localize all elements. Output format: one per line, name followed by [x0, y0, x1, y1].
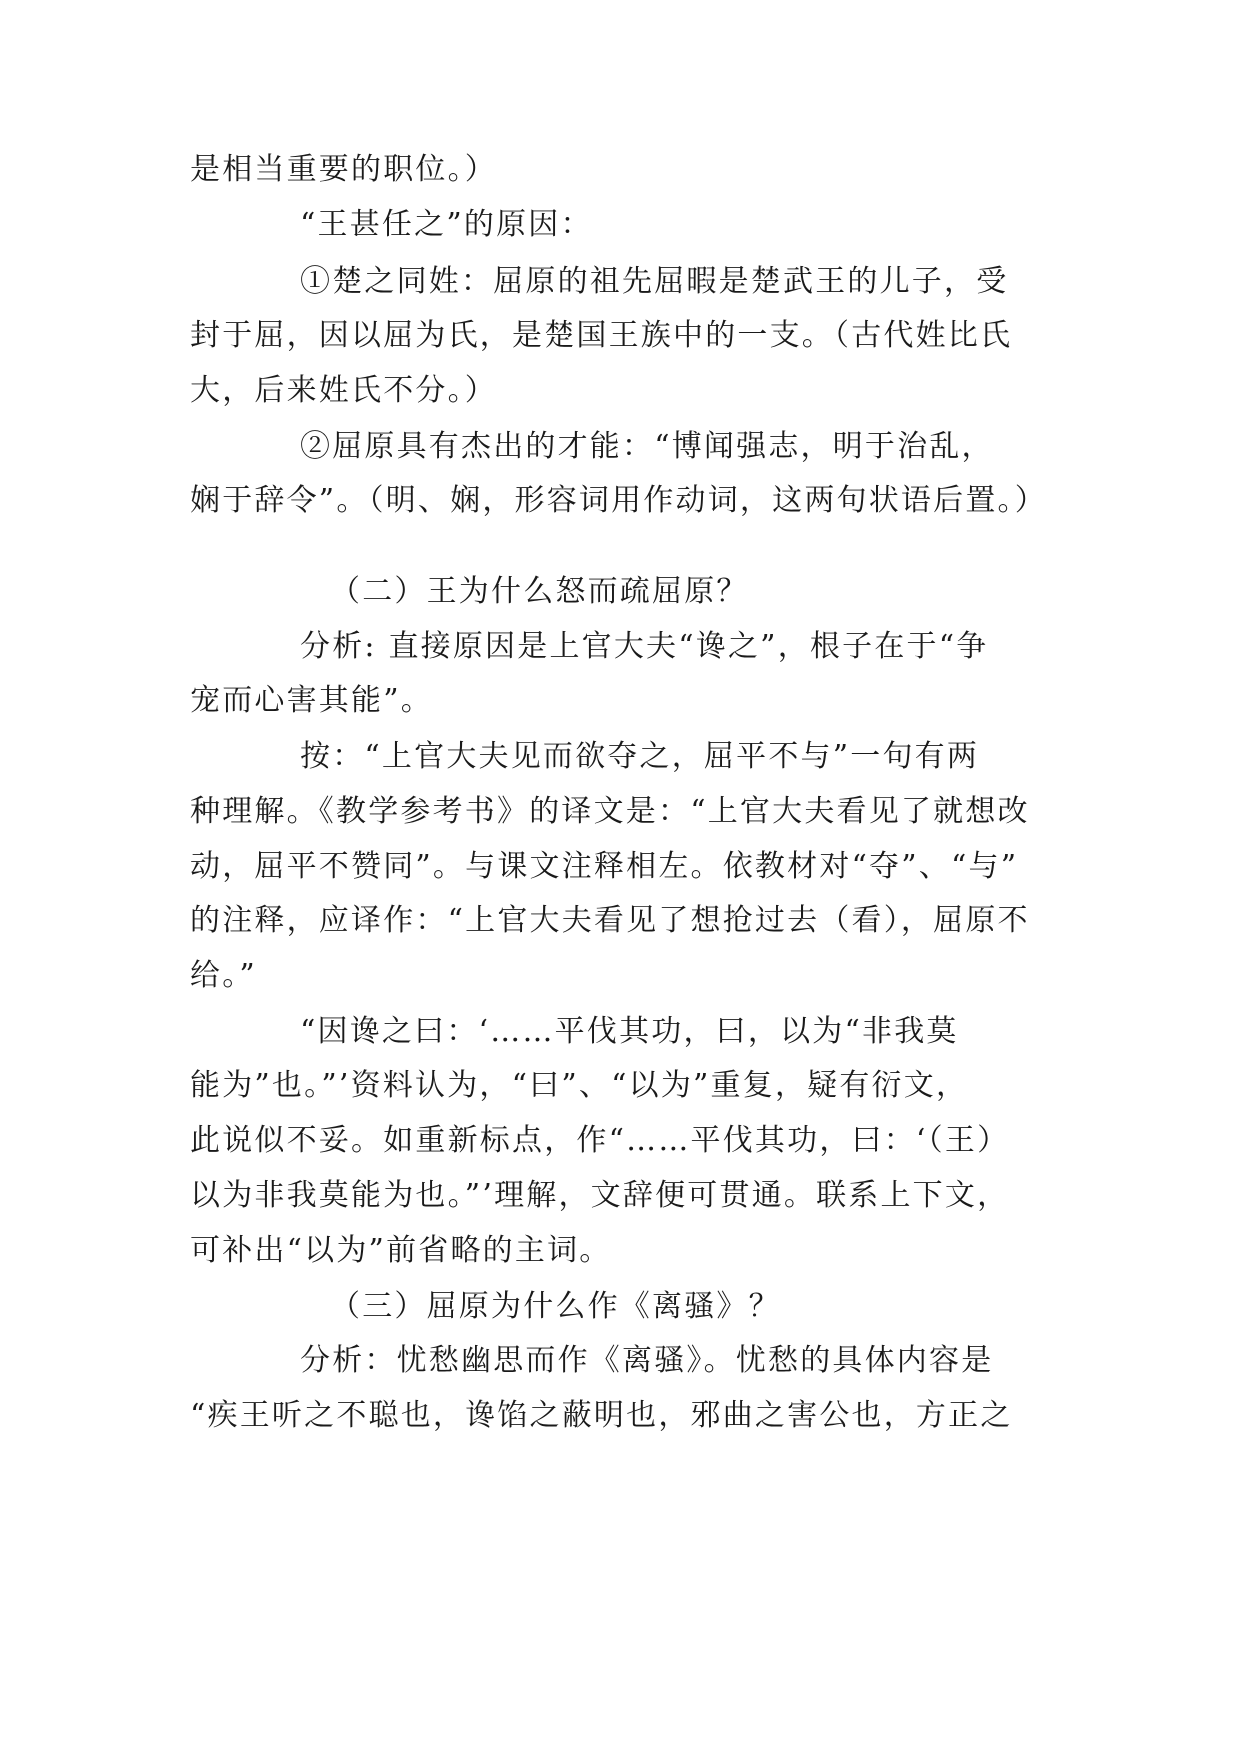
text-line: 的注释，应译作：“上官大夫看见了想抢过去（看），屈原不	[190, 903, 1030, 938]
text-line: ①楚之同姓：屈原的祖先屈暇是楚武王的儿子，受	[300, 264, 1009, 299]
text-line: “疾王听之不聪也，谗馅之蔽明也，邪曲之害公也，方正之	[190, 1398, 1013, 1433]
text-line: 以为非我莫能为也。”’理解，文辞便可贯通。联系上下文，	[190, 1178, 1010, 1213]
text-line: 按：“上官大夫见而欲夺之，屈平不与”一句有两	[300, 739, 980, 774]
text-line: 种理解。《教学参考书》的译文是：“上官大夫看见了就想改	[190, 794, 1030, 829]
text-line: 封于屈，因以屈为氏，是楚国王族中的一支。（古代姓比氏	[190, 318, 1013, 353]
section-heading: （三）屈原为什么作《离骚》？	[330, 1289, 781, 1324]
text-line: “因谗之曰：‘……平伐其功，曰，以为“非我莫	[300, 1014, 959, 1049]
text-line: 分析: 直接原因是上官大夫“谗之”，根子在于“争	[300, 629, 989, 664]
text-line: ②屈原具有杰出的才能：“博闻强志，明于治乱，	[300, 429, 994, 464]
text-line: 是相当重要的职位。）	[190, 152, 497, 187]
section-heading: （二）王为什么怒而疏屈原？	[330, 574, 749, 609]
text-line: 此说似不妥。如重新标点，作“……平伐其功，曰：‘（王）	[190, 1123, 1010, 1158]
text-line: 娴于辞令”。（明、娴，形容词用作动词，这两句状语后置。）	[190, 483, 1047, 518]
text-line: 大，后来姓氏不分。）	[190, 373, 497, 408]
text-line: 分析：忧愁幽思而作《离骚》。忧愁的具体内容是	[300, 1343, 994, 1378]
text-line: 宠而心害其能”。	[190, 683, 433, 718]
text-line: 动，屈平不赞同”。与课文注释相左。依教材对“夺”、“与”	[190, 849, 1019, 884]
text-line: “王甚任之”的原因：	[300, 207, 593, 242]
text-line: 可补出“以为”前省略的主词。	[190, 1233, 612, 1268]
text-line: 给。”	[190, 958, 257, 993]
text-line: 能为”也。”’资料认为，“曰”、“以为”重复，疑有衍文，	[190, 1068, 969, 1103]
